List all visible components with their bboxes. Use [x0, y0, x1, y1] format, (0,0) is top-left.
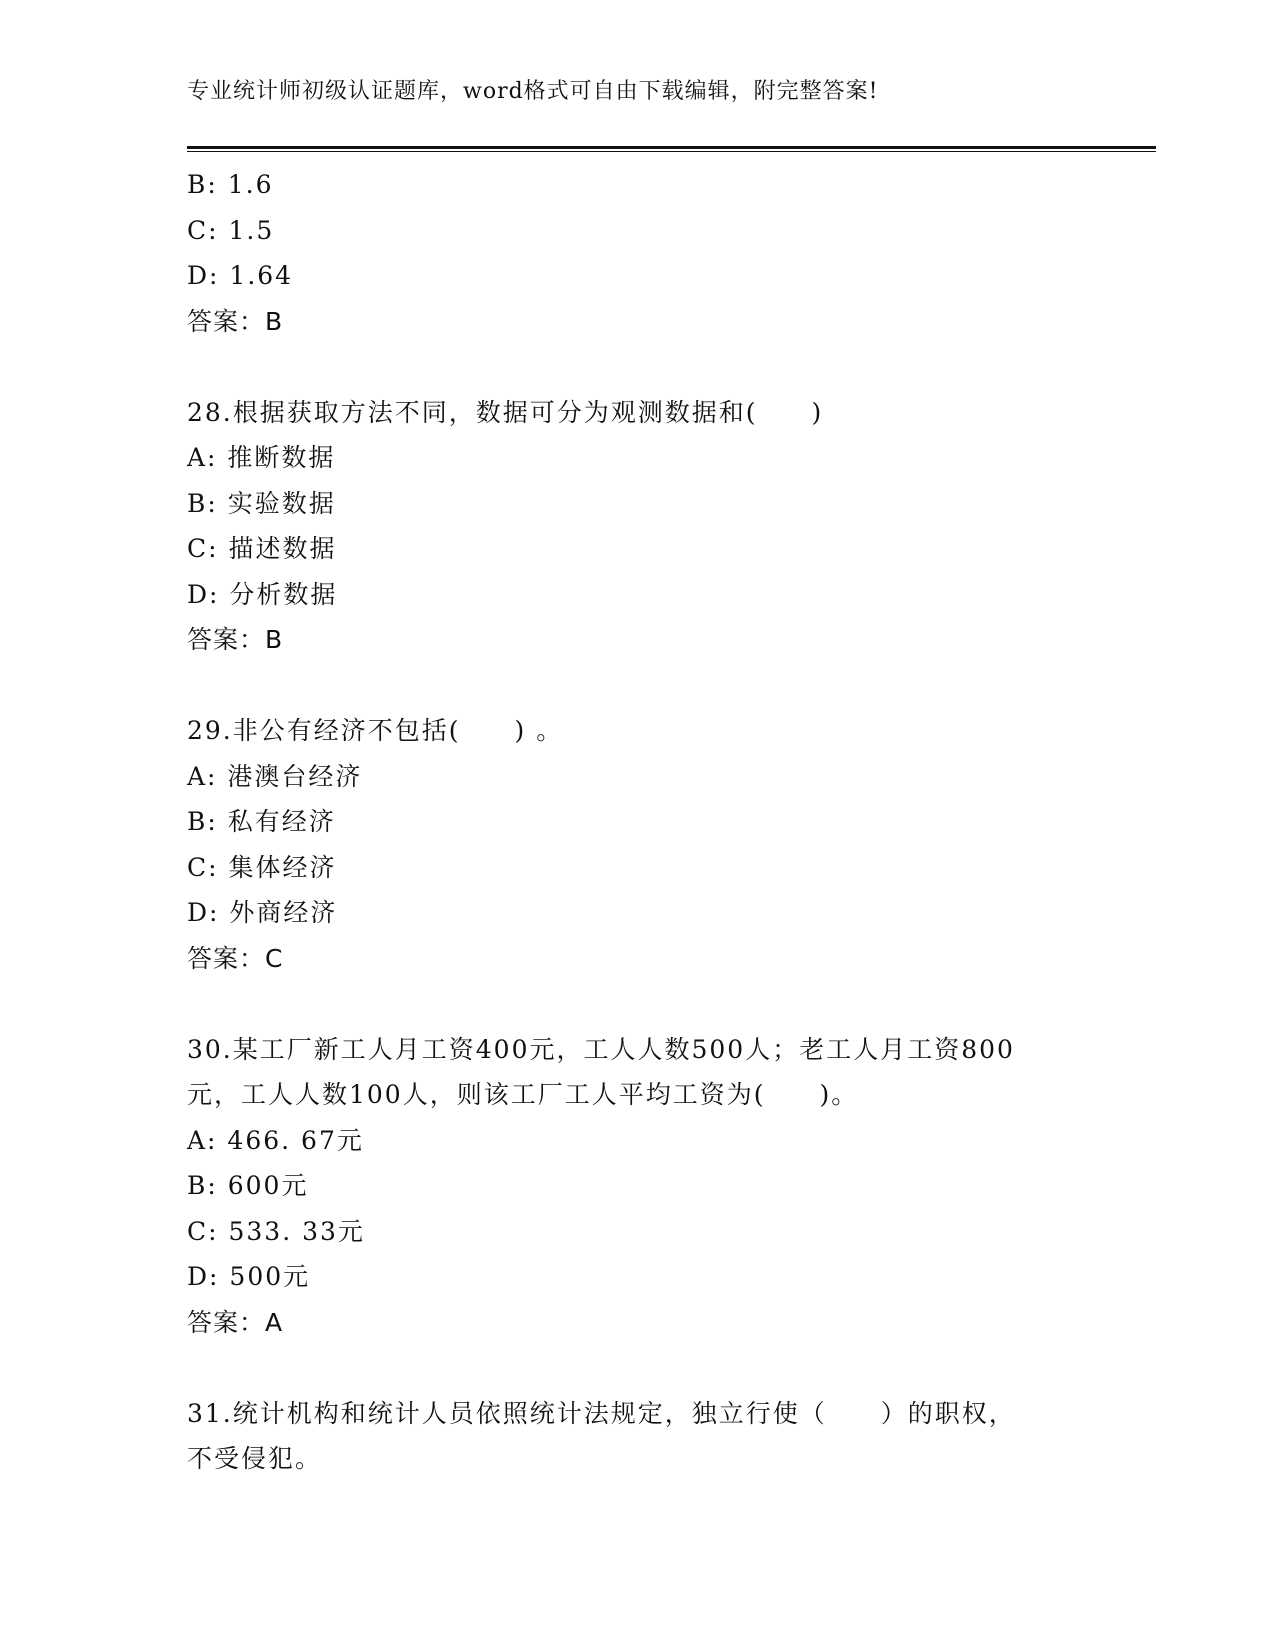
- spacer: [187, 981, 1087, 1027]
- question-28: [187, 390, 1087, 663]
- question-stem: 28.根据获取方法不同，数据可分为观测数据和( ): [187, 397, 824, 427]
- option-d: D: 500元: [187, 1262, 311, 1291]
- option-d: D: 1.64: [187, 261, 294, 290]
- page-header: 专业统计师初级认证题库，word格式可自由下载编辑，附完整答案!: [187, 79, 879, 104]
- answer-line: 答案：B: [187, 306, 284, 336]
- question-stem-line-2: 元，工人人数100人，则该工厂工人平均工资为( )。: [187, 1080, 859, 1109]
- option-d: D: 外商经济: [187, 898, 338, 927]
- question-29: [187, 708, 1087, 981]
- answer-line: 答案：C: [187, 943, 284, 973]
- option-d: D: 分析数据: [187, 579, 338, 609]
- question-30: [187, 1027, 1087, 1346]
- option-a: A: 推断数据: [187, 443, 336, 472]
- question-stem-line-1: 31.统计机构和统计人员依照统计法规定，独立行使（ ）的职权，: [187, 1398, 1016, 1428]
- question-list: [187, 162, 1087, 1482]
- option-c: C: 533. 33元: [187, 1216, 365, 1246]
- option-b: B: 私有经济: [187, 807, 336, 836]
- option-c: C: 1.5: [187, 215, 275, 245]
- header-rule-thick: [187, 146, 1156, 149]
- answer-line: 答案：B: [187, 625, 284, 654]
- header-rule-thin: [187, 151, 1156, 152]
- option-c: C: 集体经济: [187, 852, 337, 882]
- option-b: B: 600元: [187, 1171, 309, 1200]
- option-a: A: 466. 67元: [187, 1125, 364, 1155]
- question-stem-line-1: 30.某工厂新工人月工资400元，工人人数500人；老工人月工资800: [187, 1034, 1015, 1064]
- spacer: [187, 344, 1087, 390]
- question-stem: 29.非公有经济不包括( ) 。: [187, 716, 564, 745]
- spacer: [187, 1345, 1087, 1391]
- question-27-continued: [187, 162, 1087, 344]
- question-31: [187, 1391, 1087, 1482]
- answer-line: 答案：A: [187, 1307, 284, 1337]
- option-b: B: 1.6: [187, 170, 274, 199]
- spacer: [187, 663, 1087, 709]
- question-stem-line-2: 不受侵犯。: [187, 1444, 323, 1473]
- option-c: C: 描述数据: [187, 534, 337, 563]
- option-b: B: 实验数据: [187, 488, 336, 518]
- option-a: A: 港澳台经济: [187, 761, 363, 791]
